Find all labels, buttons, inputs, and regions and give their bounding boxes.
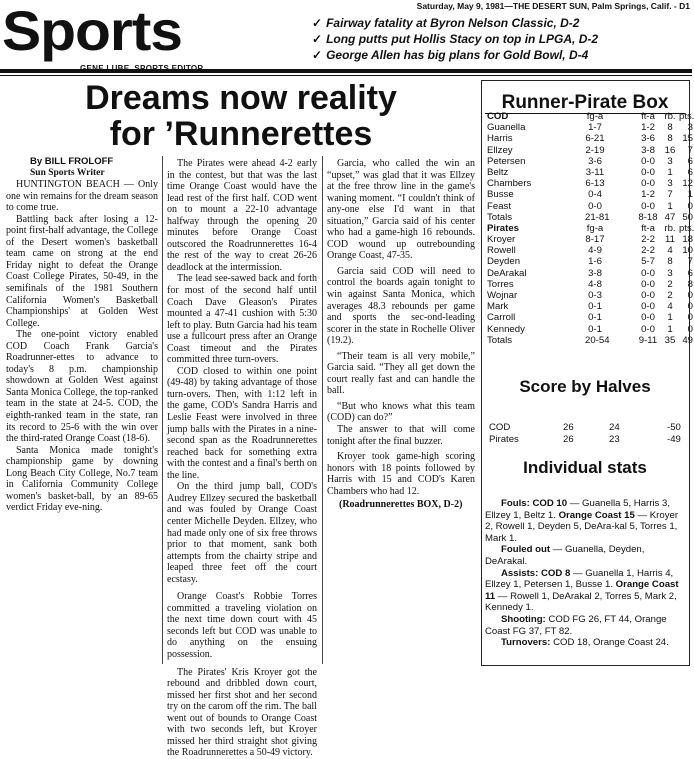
totals-label: Totals <box>487 334 513 346</box>
first-half: 26 <box>563 433 574 445</box>
player-name: Harris <box>487 133 513 145</box>
ft-value: 0-0 <box>641 323 655 335</box>
fg-value: 20-54 <box>585 334 610 346</box>
second-half: 24 <box>609 422 620 433</box>
halves-title: Score by Halves <box>519 377 651 396</box>
stat-label: Shooting: <box>501 613 546 625</box>
pts-value: 7 <box>687 144 693 156</box>
section-logo: Sports <box>2 0 182 62</box>
table-header <box>481 222 694 234</box>
stat-text: COD 18, Orange Coast 24. <box>550 637 669 649</box>
ft-value: 0-0 <box>641 155 655 167</box>
rb-value: 16 <box>664 144 676 156</box>
pts-value: 6 <box>687 155 693 167</box>
fg-value: 4-9 <box>588 245 602 257</box>
ft-value: 0-0 <box>641 278 655 290</box>
player-name: Carroll <box>487 312 516 324</box>
rb-value: 3 <box>667 267 673 279</box>
box-title: Runner-Pirate Box <box>501 92 669 113</box>
rb-value: 8 <box>667 256 673 268</box>
stat-paragraph <box>485 544 685 567</box>
byline: By BILL FROLOFF <box>30 156 114 167</box>
pts-value: 3 <box>687 122 693 134</box>
table-row <box>481 133 693 145</box>
col-fg: fg-a <box>586 222 604 234</box>
table-row <box>481 422 689 434</box>
byline-role: Sun Sports Writer <box>30 167 105 178</box>
paragraph: Kroyer took game-high scoring honors with 18 points followed by Harris with 15 and COD's Karen Chambers who had 12. <box>327 451 475 497</box>
player-name: DeArakal <box>487 267 527 279</box>
paragraph: The one-point victory enabled COD Coach Frank Garcia's Roadrunner-ettes to advance to today's 8 p.m. championship showdown at Golden West against Santa Monica College, the top-ranked team in the state at 24-5. COD, the eighth-ranked team in the state, ran its record to 25-6 with the win over the third-rated Orange Coast (18-6). <box>6 329 158 445</box>
individual-stats <box>485 498 685 649</box>
table-row <box>481 166 693 178</box>
ft-value: 9-11 <box>638 334 658 346</box>
ft-value: 1-2 <box>641 122 655 134</box>
stat-text: — Guanella 5, Harris 3, Ellzey 1, Beltz 1. <box>485 498 671 521</box>
ft-value: 0-0 <box>641 166 655 178</box>
player-name: Kroyer <box>487 234 516 246</box>
fg-value: 4-8 <box>588 278 602 290</box>
rb-value: 4 <box>667 245 673 257</box>
paragraph: On the third jump ball, COD's Audrey Ellzey secured the basketball and was fouled by Orange Coast center Michelle Deyden. Ellzey, who had made only one of six free throws prior to that moment, sank both attempts from the chairty stripe and leaped three feet off the court ecstasy. <box>167 481 317 585</box>
paragraph: “But who knows what this team (COD) can do?” <box>327 400 475 424</box>
column-divider <box>322 156 323 664</box>
stat-label: Turnovers: <box>501 637 551 649</box>
paragraph: The Pirates were ahead 4-2 early in the contest, but that was the last time Orange Coast would have the lead rest of the first half. COD went on to mount a 22-10 advantage halfway through the opening 20 minutes before Orange Coast outscored the Roadrunnerettes 16-4 the rest of the way to creat 26-26 deadlock at the intermission. <box>167 158 317 273</box>
headline-line: for ’Runnerettes <box>109 115 373 153</box>
ft-value: 5-7 <box>641 256 655 268</box>
fg-value: 1-6 <box>588 256 602 268</box>
article-column-2 <box>167 158 317 759</box>
headline-line: Dreams now reality <box>85 79 397 117</box>
paragraph: Santa Monica made tonight's championship game by downing Long Beach City College, No.7 team in California Community College women's basket-ball, by an 89-65 verdict Friday eve-ning. <box>6 444 158 514</box>
player-name: Kennedy <box>487 323 525 335</box>
table-row <box>481 122 693 134</box>
article-column-3 <box>327 158 475 511</box>
rb-value: 8 <box>667 133 673 145</box>
rb-value: 8 <box>667 122 673 134</box>
ft-value: 0-0 <box>641 267 655 279</box>
individual-stats-title: Individual stats <box>523 458 647 477</box>
player-name: Guanella <box>487 122 526 134</box>
rb-value: 1 <box>667 200 673 212</box>
fg-value: 3-8 <box>588 267 602 279</box>
ft-value: 0-0 <box>641 312 655 324</box>
ft-value: 3-6 <box>641 133 655 145</box>
totals-row <box>481 334 693 346</box>
teaser-text: Fairway fatality at Byron Nelson Classic, D-2 <box>326 16 580 30</box>
stat-label: Orange Coast 15 <box>558 509 635 521</box>
fg-value: 2-19 <box>585 144 605 156</box>
col-fg: fg-a <box>586 111 604 122</box>
player-name: Deyden <box>487 256 521 268</box>
paragraph: “Their team is all very mobile,” Garcia said. “They all get down the court really fast and can handle the ball. <box>327 350 475 397</box>
masthead-rule <box>0 69 692 73</box>
column-divider <box>162 156 163 664</box>
first-half: 26 <box>563 422 574 433</box>
player-name: Busse <box>487 189 514 201</box>
pts-value: 0 <box>687 301 693 313</box>
stat-paragraph <box>485 614 685 637</box>
pts-value: 18 <box>682 234 693 246</box>
stat-text: — Kroyer 2, Rowell 1, Deyden 5, DeAra-kal 5, Torres 1, Mark 1. <box>485 509 679 544</box>
pts-value: 0 <box>687 323 693 335</box>
rb-value: 1 <box>667 312 673 324</box>
fg-value: 0-1 <box>588 312 602 324</box>
stat-label: Fouled out <box>501 544 551 556</box>
stat-label: Fouls: COD 10 <box>501 498 568 509</box>
rb-value: 47 <box>664 211 676 223</box>
ft-value: 3-8 <box>641 144 655 156</box>
fg-value: 0-0 <box>588 200 602 212</box>
player-name: Petersen <box>487 155 526 167</box>
fg-value: 0-4 <box>588 189 602 201</box>
article-column-1 <box>6 156 158 666</box>
ft-value: 0-0 <box>641 290 655 301</box>
second-half: 23 <box>609 433 620 445</box>
halves-table <box>481 422 689 445</box>
pts-value: 10 <box>682 245 693 257</box>
pts-value: 7 <box>687 256 693 268</box>
stat-text: — Guanella, Deyden, DeArakal. <box>485 544 645 567</box>
fg-value: 1-7 <box>588 122 602 134</box>
table-row <box>481 434 689 446</box>
headline <box>6 80 476 152</box>
masthead <box>0 0 692 78</box>
paragraph: Garcia said COD will need to control the boards again tonight to win against Santa Monica, which averages 48.3 rebounds per game and sports the sec-ond-leading scorer in the state in Rochelle Oliver (19.2). <box>327 265 475 347</box>
teaser-text: Long putts put Hollis Stacy on top in LPGA, D-2 <box>326 32 599 46</box>
col-ft: ft-a <box>641 111 655 122</box>
rb-value: 2 <box>667 290 673 301</box>
paragraph: Orange Coast's Robbie Torres committed a traveling violation on the next time down court with 45 seconds left but COD was unable to do anything on the ensuing possession. <box>167 591 317 660</box>
table-row <box>481 200 693 212</box>
table-row <box>481 144 693 156</box>
totals-row <box>481 211 693 223</box>
pts-value: 1 <box>687 189 693 201</box>
pts-value: 8 <box>687 278 693 290</box>
stat-paragraph <box>485 498 685 544</box>
ft-value: 8-18 <box>638 211 658 223</box>
rb-value: 7 <box>667 189 673 201</box>
table-row <box>481 290 693 301</box>
table-row <box>481 267 693 279</box>
stat-paragraph <box>485 637 685 649</box>
col-pts: pts. <box>679 222 694 234</box>
paragraph: The Pirates' Kris Kroyer got the rebound and dribbled down court, missed her first shot and her second try on the carom off the rim. The ball went out of bounds to Orange Coast with two seconds left, but Kroyer missed her third straight shot giving the Roadrunnerettes a 50-49 victory. <box>167 666 317 759</box>
pts-value: 49 <box>682 334 693 346</box>
cod-table <box>481 111 694 346</box>
table-header <box>481 111 694 122</box>
box-score <box>481 80 694 665</box>
player-name: Chambers <box>487 178 532 190</box>
dateline: Saturday, May 9, 1981—THE DESERT SUN, Palm Springs, Calif. - D1 <box>416 1 690 11</box>
rb-value: 4 <box>667 301 673 313</box>
team-name: COD <box>487 111 509 122</box>
player-name: Torres <box>487 278 514 290</box>
table-row <box>481 155 693 167</box>
fg-value: 8-17 <box>585 234 605 246</box>
pts-value: 0 <box>687 200 693 212</box>
fg-value: 6-21 <box>585 133 605 145</box>
table-row <box>481 189 693 201</box>
rb-value: 35 <box>664 334 676 346</box>
table-row <box>481 178 693 190</box>
checkmark-icon: ✓ <box>312 32 323 46</box>
pts-value: 50 <box>682 211 693 223</box>
player-name: Beltz <box>487 166 509 178</box>
team-name: COD <box>489 422 511 433</box>
team-name: Pirates <box>487 222 519 234</box>
paragraph: Battling back after losing a 12-point first-half advantage, the College of the Desert women's basketball team came on strong at the end Friday night to defeat the Orange Coast College Pirates, 50-49, in the semifinals of the 1981 Southern California Women's Basketball Championships' at Golden West College. <box>6 213 158 329</box>
stat-text: COD FG 26, FT 44, Orange Coast FG 37, FT 82. <box>485 613 667 637</box>
pts-value: 15 <box>682 133 693 145</box>
rb-value: 3 <box>667 155 673 167</box>
fg-value: 3-11 <box>585 166 605 178</box>
pts-value: 12 <box>682 178 693 190</box>
rb-value: 3 <box>667 178 673 190</box>
table-row <box>481 312 693 324</box>
fg-value: 0-1 <box>588 323 602 335</box>
rb-value: 2 <box>667 278 673 290</box>
ft-value: 0-0 <box>641 178 655 190</box>
rb-value: 1 <box>667 323 673 335</box>
pts-value: 0 <box>687 290 693 301</box>
ft-value: 2-2 <box>641 234 655 246</box>
team-name: Pirates <box>489 433 519 445</box>
paragraph: The lead see-sawed back and forth for most of the second half until Coach Dave Gleason's Pirates mounted a 47-41 cushion with 5:30 left to play. Butn Garcia had his team use a fullcourt press after an Orange Coast timeout and the Pirates committed three turn-overs. <box>167 273 317 366</box>
ft-value: 1-2 <box>641 189 655 201</box>
table-row <box>481 301 693 313</box>
player-name: Rowell <box>487 245 516 257</box>
player-name: Mark <box>487 301 509 313</box>
totals-label: Totals <box>487 211 513 223</box>
final-score: -49 <box>667 433 681 445</box>
masthead-rule-thin <box>0 75 692 76</box>
stat-text: — Rowell 1, DeArakal 2, Torres 5, Mark 2, Kennedy 1. <box>485 590 677 614</box>
fg-value: 6-13 <box>585 178 605 190</box>
table-row <box>481 323 693 335</box>
col-pts: pts. <box>679 111 694 122</box>
fg-value: 0-1 <box>588 301 602 313</box>
teaser-item <box>312 16 579 30</box>
pts-value: 0 <box>687 312 693 324</box>
paragraph: HUNTINGTON BEACH — Only one win remains for the dream season to come true. <box>6 179 158 214</box>
col-rb: rb. <box>664 111 676 122</box>
table-row <box>481 278 693 290</box>
checkmark-icon: ✓ <box>312 48 323 62</box>
final-score: -50 <box>667 422 681 433</box>
table-row <box>481 256 693 268</box>
ft-value: 0-0 <box>641 200 655 212</box>
fg-value: 3-6 <box>588 155 602 167</box>
checkmark-icon: ✓ <box>312 16 323 30</box>
paragraph: The answer to that will come tonight after the final buzzer. <box>327 424 475 447</box>
player-name: Feast <box>487 200 511 212</box>
pts-value: 6 <box>687 166 693 178</box>
rb-value: 11 <box>665 234 675 246</box>
ft-value: 2-2 <box>641 245 655 257</box>
teaser-item <box>312 32 598 46</box>
paragraph: Garcia, who called the win an “upset,” was glad that it was Ellzey at the free throw line in the game's waning moment. “I couldn't think of any-one else I'd want in that situation,” Garcia said of his center who had a game-high 16 rebounds. COD wound up outrebounding Orange Coast, 47-35. <box>327 158 475 262</box>
rb-value: 1 <box>667 166 673 178</box>
stat-paragraph <box>485 568 685 614</box>
ft-value: 0-0 <box>641 301 655 313</box>
table-row <box>481 245 693 257</box>
stat-label: Assists: COD 8 <box>501 567 571 579</box>
col-rb: rb. <box>664 222 676 234</box>
table-row <box>481 234 693 246</box>
stat-label: Orange Coast 11 <box>485 579 679 602</box>
teaser-item <box>312 48 588 62</box>
fg-value: 21-81 <box>585 211 610 223</box>
stat-text: — Guanella 1, Harris 4, Ellzey 1, Petersen 1, Busse 1. <box>485 567 674 591</box>
teaser-text: George Allen has big plans for Gold Bowl, D-4 <box>326 48 589 62</box>
player-name: Wojnar <box>487 290 518 301</box>
paragraph: COD closed to within one point (49-48) by taking advantage of those turn-overs. Then, with 1:12 left in the game, COD's Sandra Harris and Leslie Feast were involved in three jump balls with the Pirates in a nine-second span as the Roadrunnerettes reached back for something extra with the contest and a final's berth on the line. <box>167 365 317 481</box>
pts-value: 6 <box>687 267 693 279</box>
col-ft: ft-a <box>641 222 655 234</box>
fg-value: 0-3 <box>588 290 602 301</box>
player-name: Ellzey <box>487 144 513 156</box>
jump-reference: (Roadrunnerettes BOX, D-2) <box>339 499 463 511</box>
